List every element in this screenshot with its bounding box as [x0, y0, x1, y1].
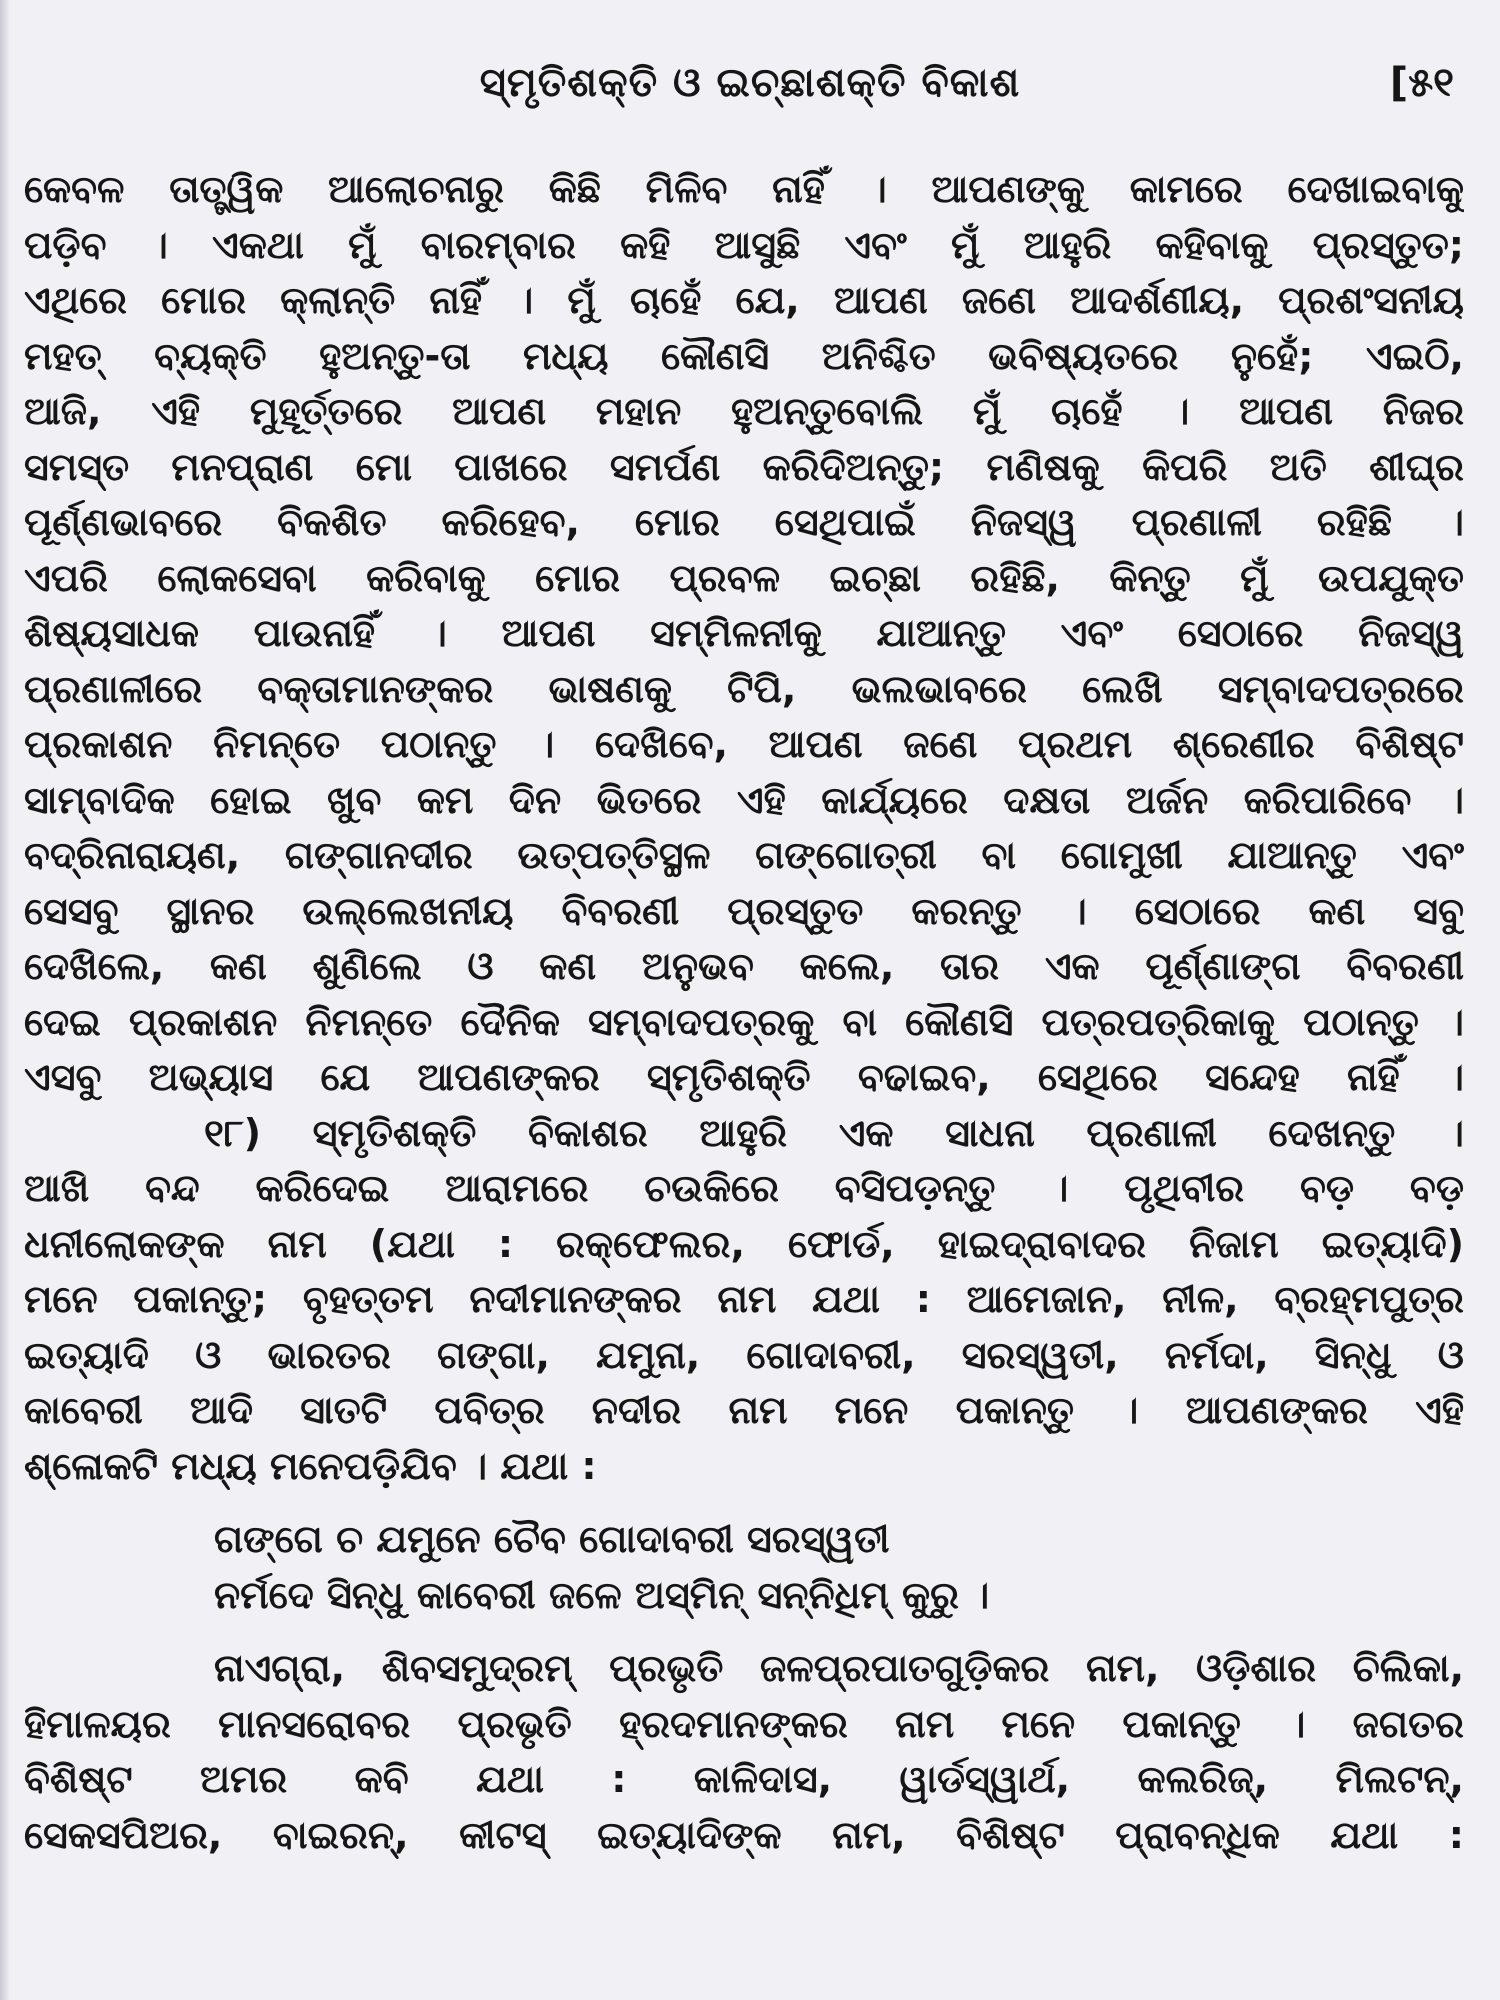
- verse-line: ଗଙ୍ଗେ ଚ ଯମୁନେ ଚୈବ ଗୋଦାବରୀ ସରସ୍ୱତୀ: [214, 1517, 890, 1561]
- spacer: [24, 1623, 1464, 1641]
- running-title: ସ୍ମୃତିଶକ୍ତି ଓ ଇଚ୍ଛାଶକ୍ତି ବିକାଶ: [479, 60, 1021, 106]
- text-line: ପ୍ରଣାଳୀରେ ବକ୍ତାମାନଙ୍କର ଭାଷଣକୁ ଟିପି, ଭଲଭାବରେ ଲେଖି ସମ୍ବାଦପତ୍ରରେ: [24, 666, 1464, 711]
- text-line: ଆଖି ବନ୍ଦ କରିଦେଇ ଆରାମରେ ଚଉକିରେ ବସିପଡ଼ନ୍ତୁ । ପୃଥିବୀର ବଡ଼ ବଡ଼: [24, 1166, 1464, 1210]
- text-line: ମନେ ପକାନ୍ତୁ; ବୃହତ୍ତମ ନଦୀମାନଙ୍କର ନାମ ଯଥା : ଆମେଜାନ, ନୀଳ, ବ୍ରହ୍ମପୁତ୍ର: [24, 1277, 1464, 1321]
- text-line: ପ୍ରକାଶନ ନିମନ୍ତେ ପଠାନ୍ତୁ । ଦେଖିବେ, ଆପଣ ଜଣେ ପ୍ରଥମ ଶ୍ରେଣୀର ବିଶିଷ୍ଟ: [24, 722, 1464, 766]
- text-line: ଏଥିରେ ମୋର କ୍ଲାନ୍ତି ନାହିଁ । ମୁଁ ଚାହେଁ ଯେ, ଆପଣ ଜଣେ ଆଦର୍ଶଣୀୟ, ପ୍ରଶଂସନୀୟ: [24, 278, 1464, 322]
- page-header: [0, 60, 1500, 120]
- spacer: [24, 1494, 1464, 1512]
- numbered-item-line: ୧୮) ସ୍ମୃତିଶକ୍ତି ବିକାଶର ଆହୁରି ଏକ ସାଧନା ପ୍ରଣାଳୀ ଦେଖନ୍ତୁ ।: [204, 1110, 1464, 1155]
- text-line: ସେସବୁ ସ୍ଥାନର ଉଲ୍ଲେଖନୀୟ ବିବରଣୀ ପ୍ରସ୍ତୁତ କରନ୍ତୁ । ସେଠାରେ କଣ ସବୁ: [24, 888, 1464, 933]
- text-line: ହିମାଳୟର ମାନସରୋବର ପ୍ରଭୃତି ହ୍ରଦମାନଙ୍କର ନାମ ମନେ ପକାନ୍ତୁ । ଜଗତର: [24, 1701, 1464, 1746]
- text-line: ସେକସପିଅର, ବାଇରନ୍, କୀଟସ୍ ଇତ୍ୟାଦିଙ୍କ ନାମ, ବିଶିଷ୍ଟ ପ୍ରାବନ୍ଧିକ ଯଥା :: [24, 1812, 1464, 1857]
- text-line: ବଦ୍ରିନାରାୟଣ, ଗଙ୍ଗାନଦୀର ଉତ୍ପତ୍ତିସ୍ଥଳ ଗଙ୍ଗୋତ୍ରୀ ବା ଗୋମୁଖୀ ଯାଆନ୍ତୁ ଏବଂ: [24, 833, 1464, 877]
- text-line: କେବଳ ତାତ୍ତ୍ୱିକ ଆଲୋଚନାରୁ କିଛି ମିଳିବ ନାହିଁ । ଆପଣଙ୍କୁ କାମରେ ଦେଖାଇବାକୁ: [24, 167, 1464, 211]
- text-line: ଧନୀଲୋକଙ୍କ ନାମ (ଯଥା : ରକ୍‌ଫେଲର, ଫୋର୍ଡ, ହାଇଦ୍ରାବାଦର ନିଜାମ ଇତ୍ୟାଦି): [24, 1221, 1464, 1266]
- text-line: ବିଶିଷ୍ଟ ଅମର କବି ଯଥା : କାଳିଦାସ, ୱାର୍ଡସ୍‌ୱାର୍ଥ, କଲରିଜ୍, ମିଲଟନ୍,: [24, 1757, 1464, 1801]
- text-line: ଶ୍ଳୋକଟି ମଧ୍ୟ ମନେପଡ଼ିଯିବ । ଯଥା :: [24, 1443, 597, 1488]
- text-line: ଏପରି ଲୋକସେବା କରିବାକୁ ମୋର ପ୍ରବଳ ଇଚ୍ଛା ରହିଛି, କିନ୍ତୁ ମୁଁ ଉପଯୁକ୍ତ: [24, 555, 1464, 600]
- text-line: ଦେଇ ପ୍ରକାଶନ ନିମନ୍ତେ ଦୈନିକ ସମ୍ବାଦପତ୍ରକୁ ବା କୌଣସି ପତ୍ରପତ୍ରିକାକୁ ପଠାନ୍ତୁ ।: [24, 999, 1464, 1044]
- text-line: ଏସବୁ ଅଭ୍ୟାସ ଯେ ଆପଣଙ୍କର ସ୍ମୃତିଶକ୍ତି ବଢାଇବ, ସେଥିରେ ସନ୍ଦେହ ନାହିଁ ।: [24, 1055, 1464, 1099]
- text-line: ସାମ୍ବାଦିକ ହୋଇ ଖୁବ କମ ଦିନ ଭିତରେ ଏହି କାର୍ଯ୍ୟରେ ଦକ୍ଷତା ଅର୍ଜନ କରିପାରିବେ ।: [24, 777, 1464, 822]
- text-line: ଇତ୍ୟାଦି ଓ ଭାରତର ଗଙ୍ଗା, ଯମୁନା, ଗୋଦାବରୀ, ସରସ୍ୱତୀ, ନର୍ମଦା, ସିନ୍ଧୁ ଓ: [24, 1332, 1464, 1377]
- text-line: ଦେଖିଲେ, କଣ ଶୁଣିଲେ ଓ କଣ ଅନୁଭବ କଲେ, ତାର ଏକ ପୂର୍ଣ୍ଣାଙ୍ଗ ବିବରଣୀ: [24, 944, 1464, 988]
- verse-line: ନର୍ମଦେ ସିନ୍ଧୁ କାବେରୀ ଜଳେ ଅସ୍ମିନ୍ ସନ୍ନିଧିମ୍ କୁରୁ ।: [214, 1572, 990, 1617]
- text-line: କାବେରୀ ଆଦି ସାତଟି ପବିତ୍ର ନଦୀର ନାମ ମନେ ପକାନ୍ତୁ । ଆପଣଙ୍କର ଏହି: [24, 1388, 1464, 1432]
- page-number: [୫୧: [1389, 60, 1454, 106]
- page-binding-shadow: [0, 0, 10, 2000]
- text-line: ପଡ଼ିବ । ଏକଥା ମୁଁ ବାରମ୍ବାର କହି ଆସୁଛି ଏବଂ ମୁଁ ଆହୁରି କହିବାକୁ ପ୍ରସ୍ତୁତ;: [24, 222, 1464, 267]
- body-text: [24, 162, 1464, 1863]
- text-line: ପୂର୍ଣ୍ଣଭାବରେ ବିକଶିତ କରିହେବ, ମୋର ସେଥିପାଇଁ ନିଜସ୍ୱ ପ୍ରଣାଳୀ ରହିଛି ।: [24, 500, 1464, 544]
- text-line: ସମସ୍ତ ମନପ୍ରାଣ ମୋ ପାଖରେ ସମର୍ପଣ କରିଦିଅନ୍ତୁ; ମଣିଷକୁ କିପରି ଅତି ଶୀଘ୍ର: [24, 444, 1464, 489]
- text-line: ଆଜି, ଏହି ମୁହୂର୍ତ୍ତରେ ଆପଣ ମହାନ ହୁଅନ୍ତୁବୋଲି ମୁଁ ଚାହେଁ । ଆପଣ ନିଜର: [24, 389, 1464, 433]
- text-line: ଶିଷ୍ୟସାଧକ ପାଉନାହିଁ । ଆପଣ ସମ୍ମିଳନୀକୁ ଯାଆନ୍ତୁ ଏବଂ ସେଠାରେ ନିଜସ୍ୱ: [24, 611, 1464, 655]
- text-line: ନାଏଗ୍ରା, ଶିବସମୁଦ୍ରମ୍ ପ୍ରଭୃତି ଜଳପ୍ରପାତଗୁଡ଼ିକର ନାମ, ଓଡ଼ିଶାର ଚିଲିକା,: [214, 1646, 1464, 1690]
- text-line: ମହତ୍ ବ୍ୟକ୍ତି ହୁଅନ୍ତୁ-ତା ମଧ୍ୟ କୌଣସି ଅନିଶ୍ଚିତ ଭବିଷ୍ୟତରେ ନୁହେଁ; ଏଇଠି,: [24, 333, 1464, 378]
